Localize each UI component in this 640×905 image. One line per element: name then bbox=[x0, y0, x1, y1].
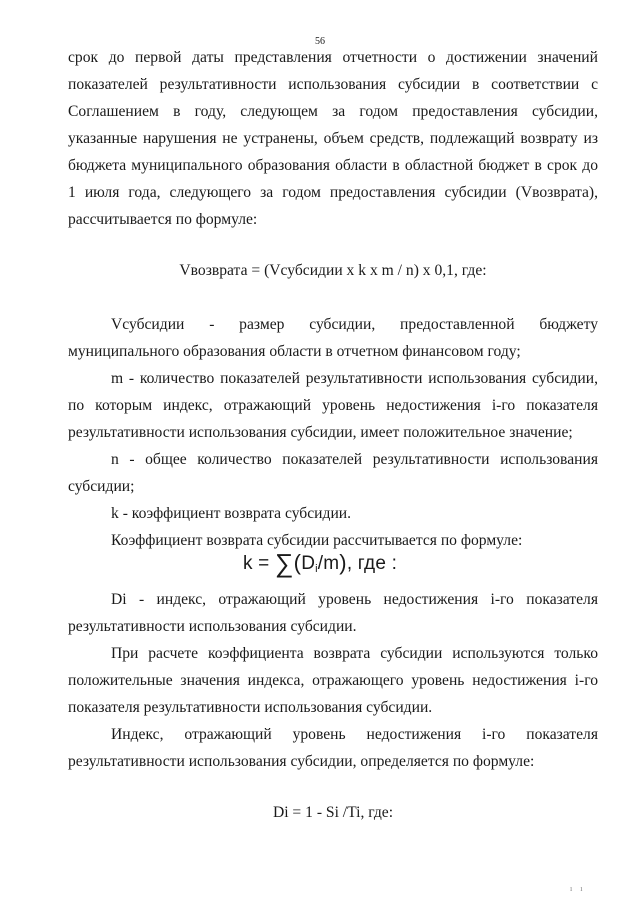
definition-n: n - общее количество показателей результативности использования субсидии; bbox=[68, 451, 598, 495]
definition-vsubsidy: Vсубсидии - размер субсидии, предоставленной бюджету муниципального образования области в отчетном финансовом году; bbox=[68, 316, 598, 360]
definitions-block bbox=[68, 311, 598, 554]
index-intro: Индекс, отражающий уровень недостижения i-го показателя результативности использования субсидии, определяется по формуле: bbox=[68, 726, 598, 770]
corner-mark: ı ı bbox=[570, 884, 586, 893]
formula-k-d: D bbox=[301, 553, 316, 574]
formula-k bbox=[0, 548, 640, 584]
positive-note-block bbox=[68, 640, 598, 721]
definition-m: m - количество показателей результативности использования субсидии, по которым индекс, отражающий уровень недостижения i-го показателя результативности использования субсидии, имеет положительное значение; bbox=[68, 370, 598, 441]
formula-k-open-paren: ( bbox=[293, 550, 302, 575]
k-formula-intro: Коэффициент возврата субсидии рассчитывается по формуле: bbox=[111, 532, 523, 549]
formula-k-where: , где : bbox=[346, 553, 398, 574]
formula-k-lhs: k = bbox=[242, 553, 270, 574]
summation-symbol: ∑ bbox=[274, 548, 294, 578]
intro-paragraph bbox=[68, 44, 598, 233]
formula-k-close-paren: ) bbox=[339, 550, 347, 575]
definition-k: k - коэффициент возврата субсидии. bbox=[111, 505, 352, 522]
formula-vreturn: Vвозврата = (Vсубсидии x k x m / n) x 0,1, где: bbox=[179, 262, 487, 279]
intro-text: срок до первой даты представления отчетности о достижении значений показателей результативности использования субсидии в соответствии с Соглашением в году, следующем за годом предоставления субсидии, указанные нарушения не устранены, объем средств, подлежащий возврату из бюджета муниципального образования области в областной бюджет в срок до 1 июля года, следующего за годом предоставления субсидии (Vвозврата), рассчитывается по формуле: bbox=[68, 49, 598, 228]
positive-note: При расчете коэффициента возврата субсидии используются только положительные значения индекса, отражающего уровень недостижения i-го показателя результативности использования субсидии. bbox=[68, 645, 598, 716]
formula-k-subscript: i bbox=[315, 563, 318, 575]
di-definition: Di - индекс, отражающий уровень недостижения i-го показателя результативности использования субсидии. bbox=[68, 591, 598, 635]
page-number: 56 bbox=[315, 36, 325, 47]
di-block bbox=[68, 586, 598, 640]
formula-k-rest: /m bbox=[317, 553, 340, 574]
index-intro-block bbox=[68, 721, 598, 775]
formula-di: Di = 1 - Si /Ti, где: bbox=[272, 804, 394, 821]
